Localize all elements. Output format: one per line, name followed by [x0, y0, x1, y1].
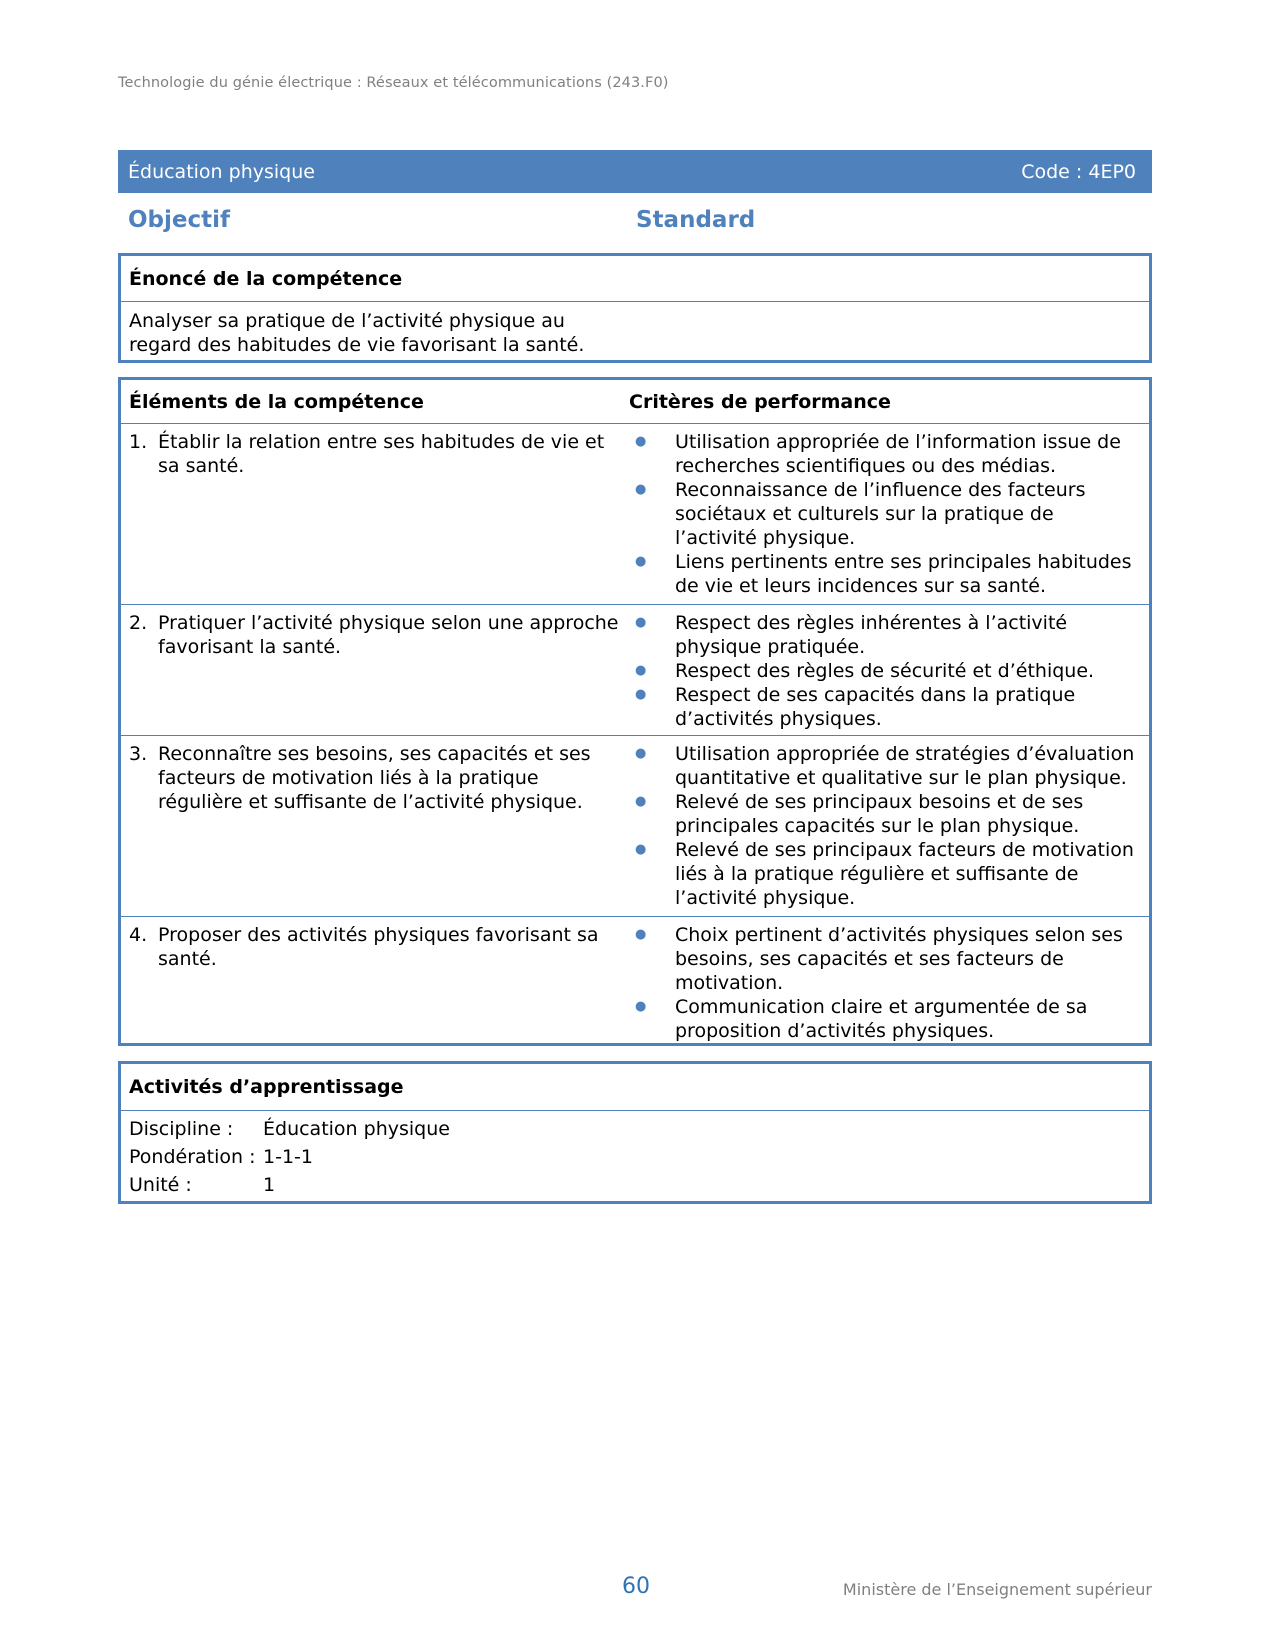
bullet-icon: ●: [635, 434, 647, 449]
critere-item: ● Liens pertinents entre ses principales habitudes de vie et leurs incidences sur sa santé.: [629, 550, 1149, 598]
element-number: 1.: [129, 431, 148, 453]
bullet-icon: ●: [635, 663, 647, 678]
element-number: 2.: [129, 612, 148, 634]
element-text: Établir la relation entre ses habitudes de vie et sa santé.: [158, 431, 605, 477]
activite-label: Pondération :: [129, 1146, 256, 1168]
bullet-icon: ●: [635, 746, 647, 761]
enonce-box: [118, 253, 1152, 363]
activite-value: 1-1-1: [263, 1146, 313, 1168]
col-header-elements: Éléments de la compétence: [129, 390, 424, 413]
course-title: Éducation physique: [128, 160, 315, 183]
enonce-title: Énoncé de la compétence: [121, 256, 1149, 302]
activites-box: [118, 1061, 1152, 1204]
activite-value: Éducation physique: [263, 1118, 450, 1140]
bullet-icon: ●: [635, 927, 647, 942]
objectif-heading: Objectif: [128, 207, 231, 233]
element-text: Reconnaître ses besoins, ses capacités et ses facteurs de motivation liés à la pratique régulière et suffisante de l’activité physique.: [158, 743, 591, 813]
table-row: [121, 917, 1149, 1043]
activite-label: Unité :: [129, 1174, 192, 1196]
bullet-icon: ●: [635, 842, 647, 857]
bullet-icon: ●: [635, 554, 647, 569]
bullet-icon: ●: [635, 482, 647, 497]
activite-line: [129, 1115, 1149, 1143]
enonce-text: Analyser sa pratique de l’activité physique au regard des habitudes de vie favorisant la santé.: [129, 310, 585, 356]
activites-title: Activités d’apprentissage: [121, 1064, 1149, 1111]
critere-item: ● Respect de ses capacités dans la pratique d’activités physiques.: [629, 683, 1149, 731]
element-text: Proposer des activités physiques favorisant sa santé.: [158, 924, 599, 970]
critere-item: ● Communication claire et argumentée de sa proposition d’activités physiques.: [629, 995, 1149, 1043]
bullet-icon: ●: [635, 999, 647, 1014]
footer-organization: Ministère de l’Enseignement supérieur: [842, 1580, 1152, 1599]
critere-item: ● Choix pertinent d’activités physiques selon ses besoins, ses capacités et ses facteurs de motivation.: [629, 923, 1149, 995]
critere-item: ● Relevé de ses principaux besoins et de ses principales capacités sur le plan physique.: [629, 790, 1149, 838]
course-banner: [118, 150, 1152, 193]
critere-item: ● Relevé de ses principaux facteurs de motivation liés à la pratique régulière et suffisante de l’activité physique.: [629, 838, 1149, 910]
competence-table-header: [121, 380, 1149, 424]
activite-label: Discipline :: [129, 1118, 234, 1140]
table-row: [121, 736, 1149, 917]
activite-line: [129, 1171, 1149, 1199]
competence-table: [118, 377, 1152, 1046]
running-header: Technologie du génie électrique : Réseaux et télécommunications (243.F0): [118, 75, 669, 91]
critere-item: ● Utilisation appropriée de stratégies d’évaluation quantitative et qualitative sur le plan physique.: [629, 742, 1149, 790]
page-number: 60: [622, 1574, 650, 1599]
element-number: 3.: [129, 743, 148, 765]
activite-value: 1: [263, 1174, 276, 1196]
critere-item: ● Respect des règles de sécurité et d’éthique.: [629, 659, 1149, 683]
col-header-criteres: Critères de performance: [629, 390, 891, 413]
activite-line: [129, 1143, 1149, 1171]
bullet-icon: ●: [635, 687, 647, 702]
critere-item: ● Reconnaissance de l’influence des facteurs sociétaux et culturels sur la pratique de l’activité physique.: [629, 478, 1149, 550]
table-row: [121, 424, 1149, 605]
course-code: Code : 4EP0: [1021, 160, 1136, 183]
critere-item: ● Respect des règles inhérentes à l’activité physique pratiquée.: [629, 611, 1149, 659]
element-number: 4.: [129, 924, 148, 946]
element-text: Pratiquer l’activité physique selon une approche favorisant la santé.: [158, 612, 619, 658]
bullet-icon: ●: [635, 615, 647, 630]
table-row: [121, 605, 1149, 736]
standard-heading: Standard: [636, 207, 756, 233]
critere-item: ● Utilisation appropriée de l’information issue de recherches scientifiques ou des médias.: [629, 430, 1149, 478]
bullet-icon: ●: [635, 794, 647, 809]
